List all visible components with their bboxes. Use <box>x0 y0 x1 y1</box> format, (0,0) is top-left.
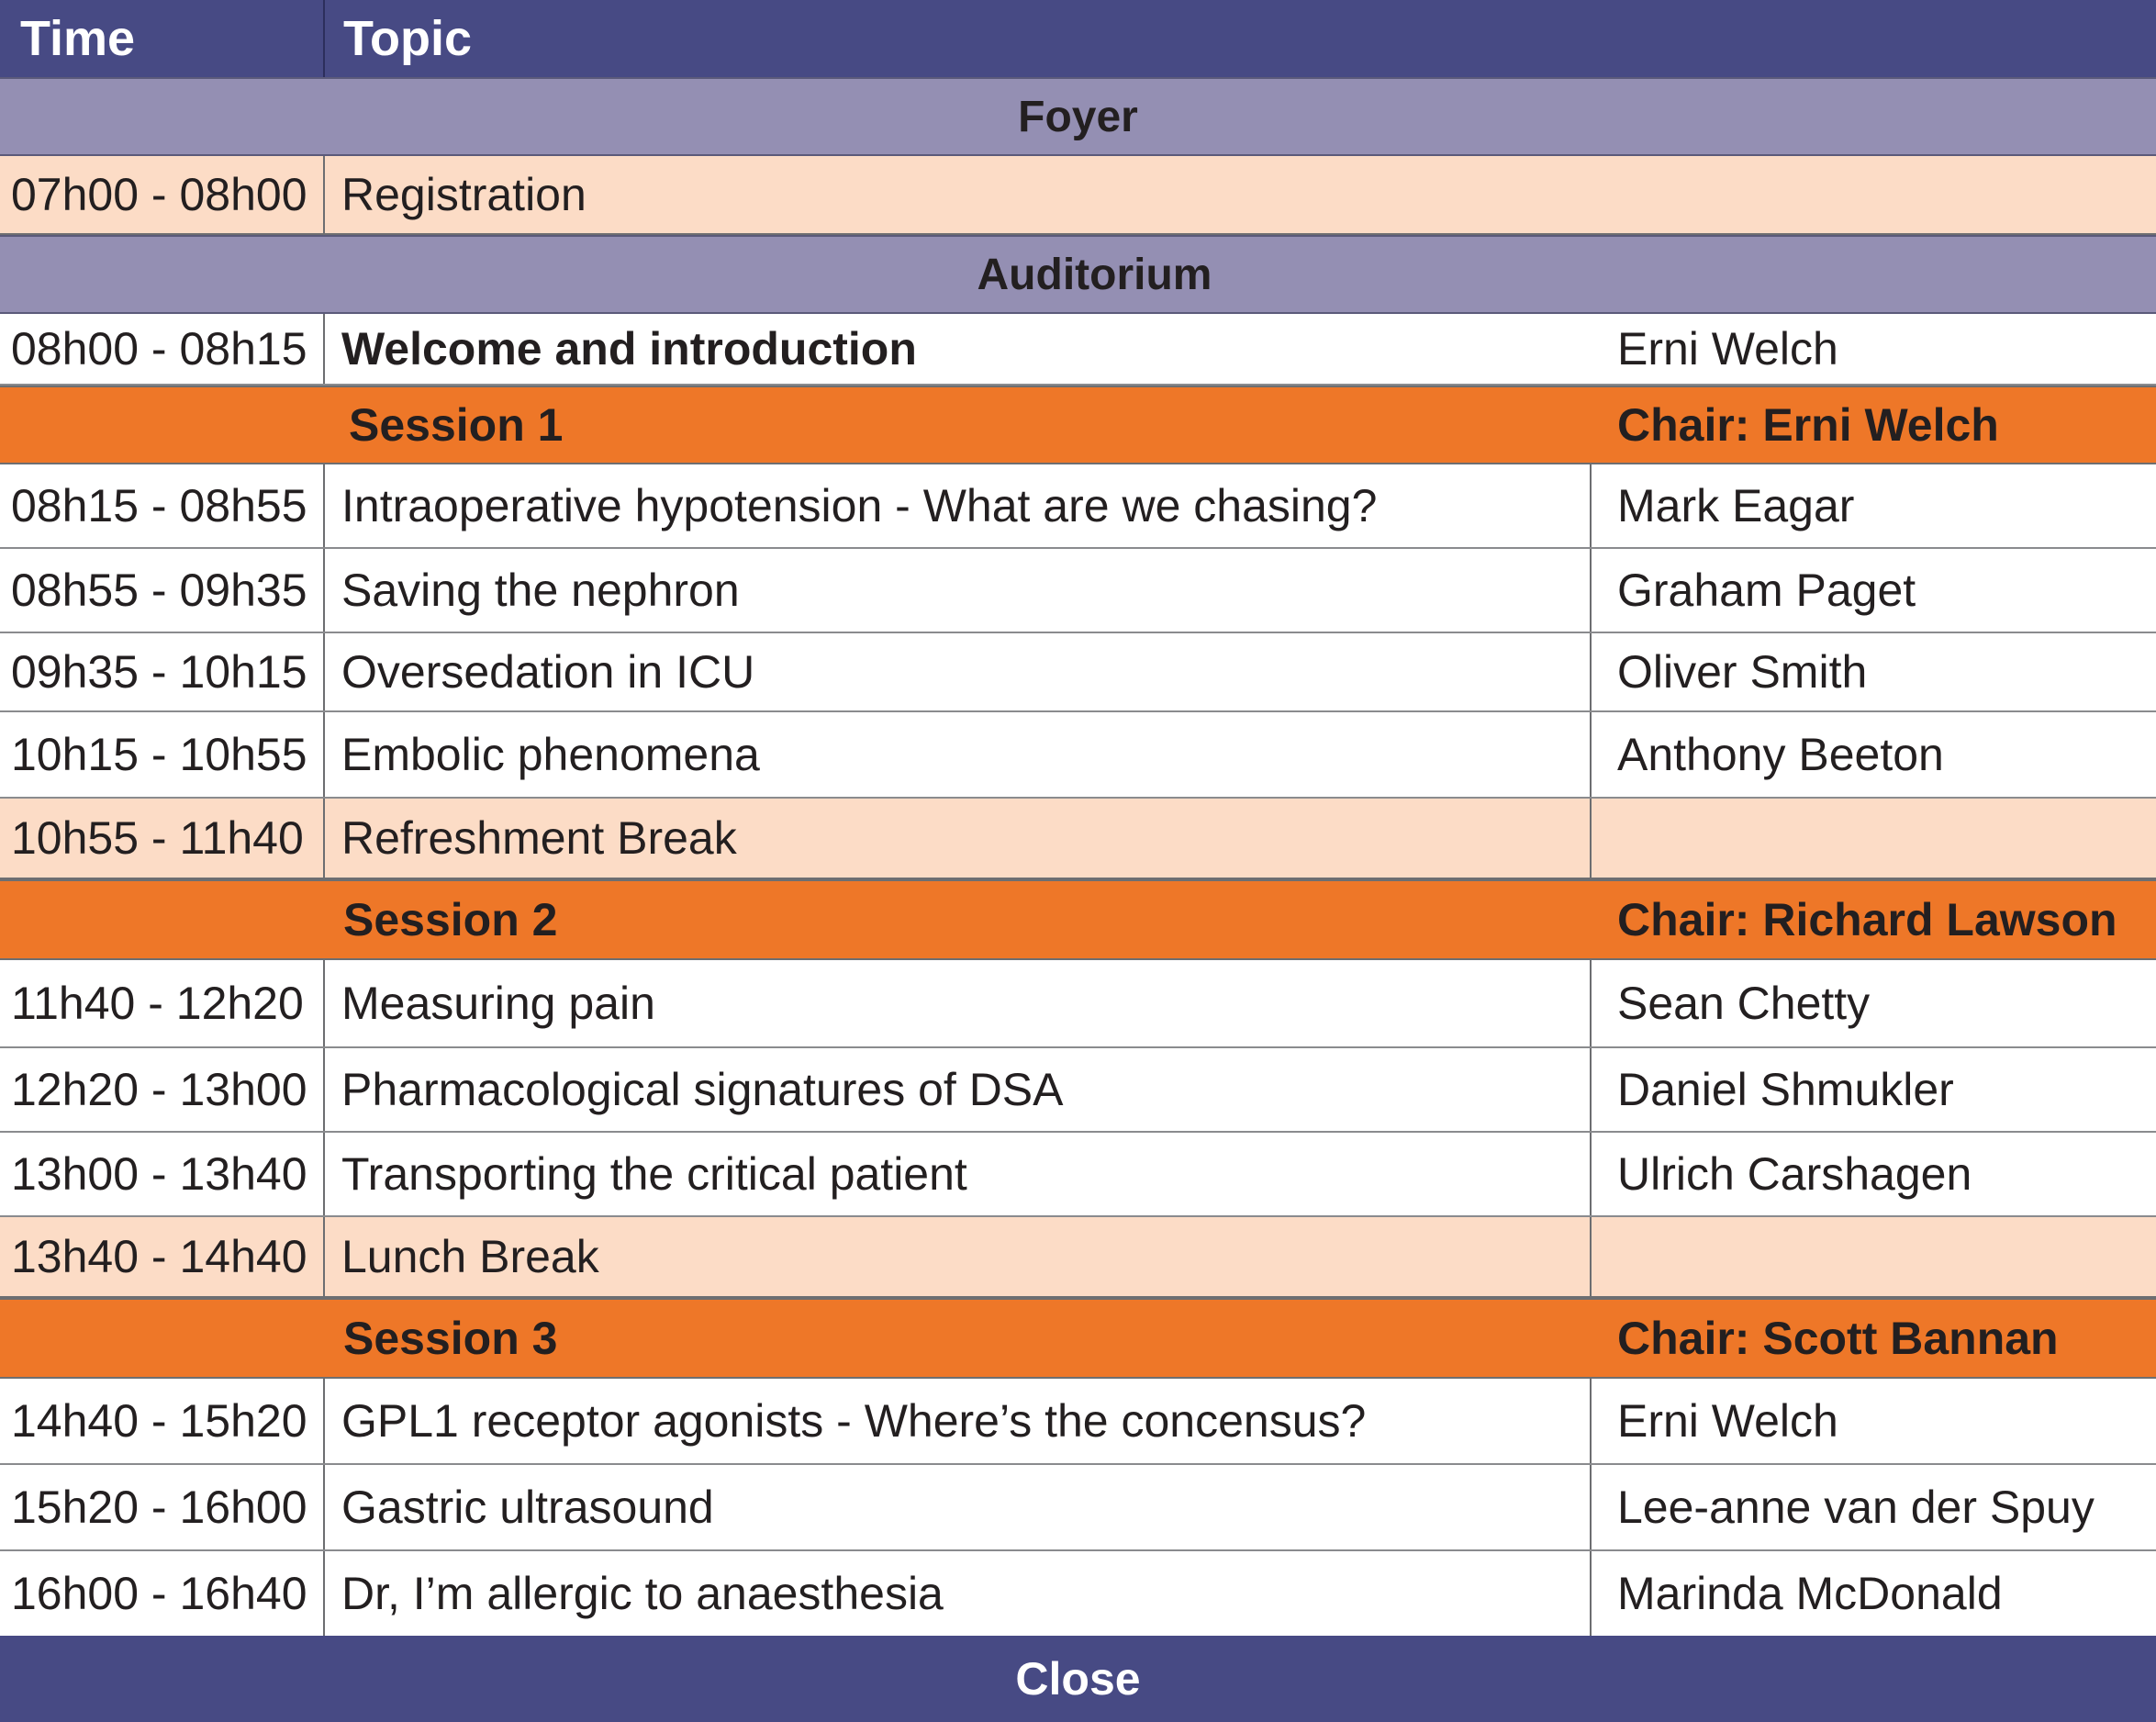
time-column-header: Time <box>0 0 325 77</box>
time-cell: 10h15 - 10h55 <box>0 712 325 797</box>
topic-cell: Intraoperative hypotension - What are we chasing? <box>325 464 1592 547</box>
session-title: Session 1 <box>349 399 564 451</box>
close-footer <box>0 1636 2156 1722</box>
topic-cell: GPL1 receptor agonists - Where’s the concensus? <box>325 1379 1592 1463</box>
speaker-cell: Daniel Shmukler <box>1617 1064 1954 1115</box>
time-cell: 15h20 - 16h00 <box>0 1465 325 1549</box>
time-cell: 13h40 - 14h40 <box>0 1217 325 1296</box>
time-cell: 09h35 - 10h15 <box>0 633 325 710</box>
break-row <box>0 1217 2156 1298</box>
time-cell: 16h00 - 16h40 <box>0 1551 325 1636</box>
topic-cell: Lunch Break <box>325 1217 1592 1296</box>
venue-row-foyer <box>0 77 2156 156</box>
topic-cell: Refreshment Break <box>325 799 1592 878</box>
time-cell: 08h00 - 08h15 <box>0 314 325 384</box>
table-row <box>0 549 2156 633</box>
session-header-2 <box>0 879 2156 960</box>
topic-cell: Transporting the critical patient <box>325 1133 1592 1215</box>
session-chair: Chair: Erni Welch <box>1617 399 1999 451</box>
topic-column-header: Topic <box>343 11 472 66</box>
speaker-cell: Erni Welch <box>1617 323 1838 375</box>
table-row <box>0 464 2156 549</box>
topic-cell: Saving the nephron <box>325 549 1592 632</box>
speaker-cell: Mark Eagar <box>1617 480 1855 531</box>
speaker-cell: Erni Welch <box>1617 1395 1838 1447</box>
time-cell: 11h40 - 12h20 <box>0 960 325 1046</box>
topic-cell: Embolic phenomena <box>325 712 1592 797</box>
table-row <box>0 1048 2156 1133</box>
topic-cell: Dr, I’m allergic to anaesthesia <box>325 1551 1592 1636</box>
venue-label: Foyer <box>1018 92 1138 141</box>
speaker-cell: Sean Chetty <box>1617 978 1871 1029</box>
speaker-cell: Lee-anne van der Spuy <box>1617 1482 2095 1533</box>
session-header-3 <box>0 1298 2156 1379</box>
session-chair: Chair: Scott Bannan <box>1617 1313 2059 1364</box>
table-row <box>0 1465 2156 1551</box>
table-row <box>0 960 2156 1048</box>
close-label: Close <box>1015 1653 1141 1705</box>
speaker-cell: Oliver Smith <box>1617 646 1868 698</box>
time-cell: 08h55 - 09h35 <box>0 549 325 632</box>
topic-cell: Welcome and introduction <box>341 323 917 375</box>
registration-row <box>0 156 2156 235</box>
session-title: Session 3 <box>343 1313 558 1364</box>
table-row <box>0 1133 2156 1217</box>
topic-cell: Registration <box>341 169 586 220</box>
venue-label: Auditorium <box>977 250 1212 299</box>
session-title: Session 2 <box>343 894 558 945</box>
speaker-cell: Marinda McDonald <box>1617 1568 2003 1619</box>
session-chair: Chair: Richard Lawson <box>1617 894 2117 945</box>
speaker-cell: Graham Paget <box>1617 565 1916 616</box>
session-header-1 <box>0 386 2156 464</box>
topic-cell: Measuring pain <box>325 960 1592 1046</box>
break-row <box>0 799 2156 879</box>
table-row <box>0 1551 2156 1636</box>
table-row <box>0 712 2156 799</box>
time-cell: 07h00 - 08h00 <box>0 156 325 233</box>
time-cell: 14h40 - 15h20 <box>0 1379 325 1463</box>
topic-cell: Oversedation in ICU <box>325 633 1592 710</box>
table-row <box>0 1379 2156 1465</box>
venue-row-auditorium <box>0 235 2156 314</box>
table-row <box>0 633 2156 712</box>
table-header <box>0 0 2156 77</box>
time-cell: 13h00 - 13h40 <box>0 1133 325 1215</box>
time-cell: 08h15 - 08h55 <box>0 464 325 547</box>
time-cell: 12h20 - 13h00 <box>0 1048 325 1131</box>
welcome-row <box>0 314 2156 386</box>
time-cell: 10h55 - 11h40 <box>0 799 325 878</box>
topic-cell: Gastric ultrasound <box>325 1465 1592 1549</box>
speaker-cell: Anthony Beeton <box>1617 729 1944 780</box>
topic-cell: Pharmacological signatures of DSA <box>325 1048 1592 1131</box>
speaker-cell: Ulrich Carshagen <box>1617 1148 1972 1200</box>
